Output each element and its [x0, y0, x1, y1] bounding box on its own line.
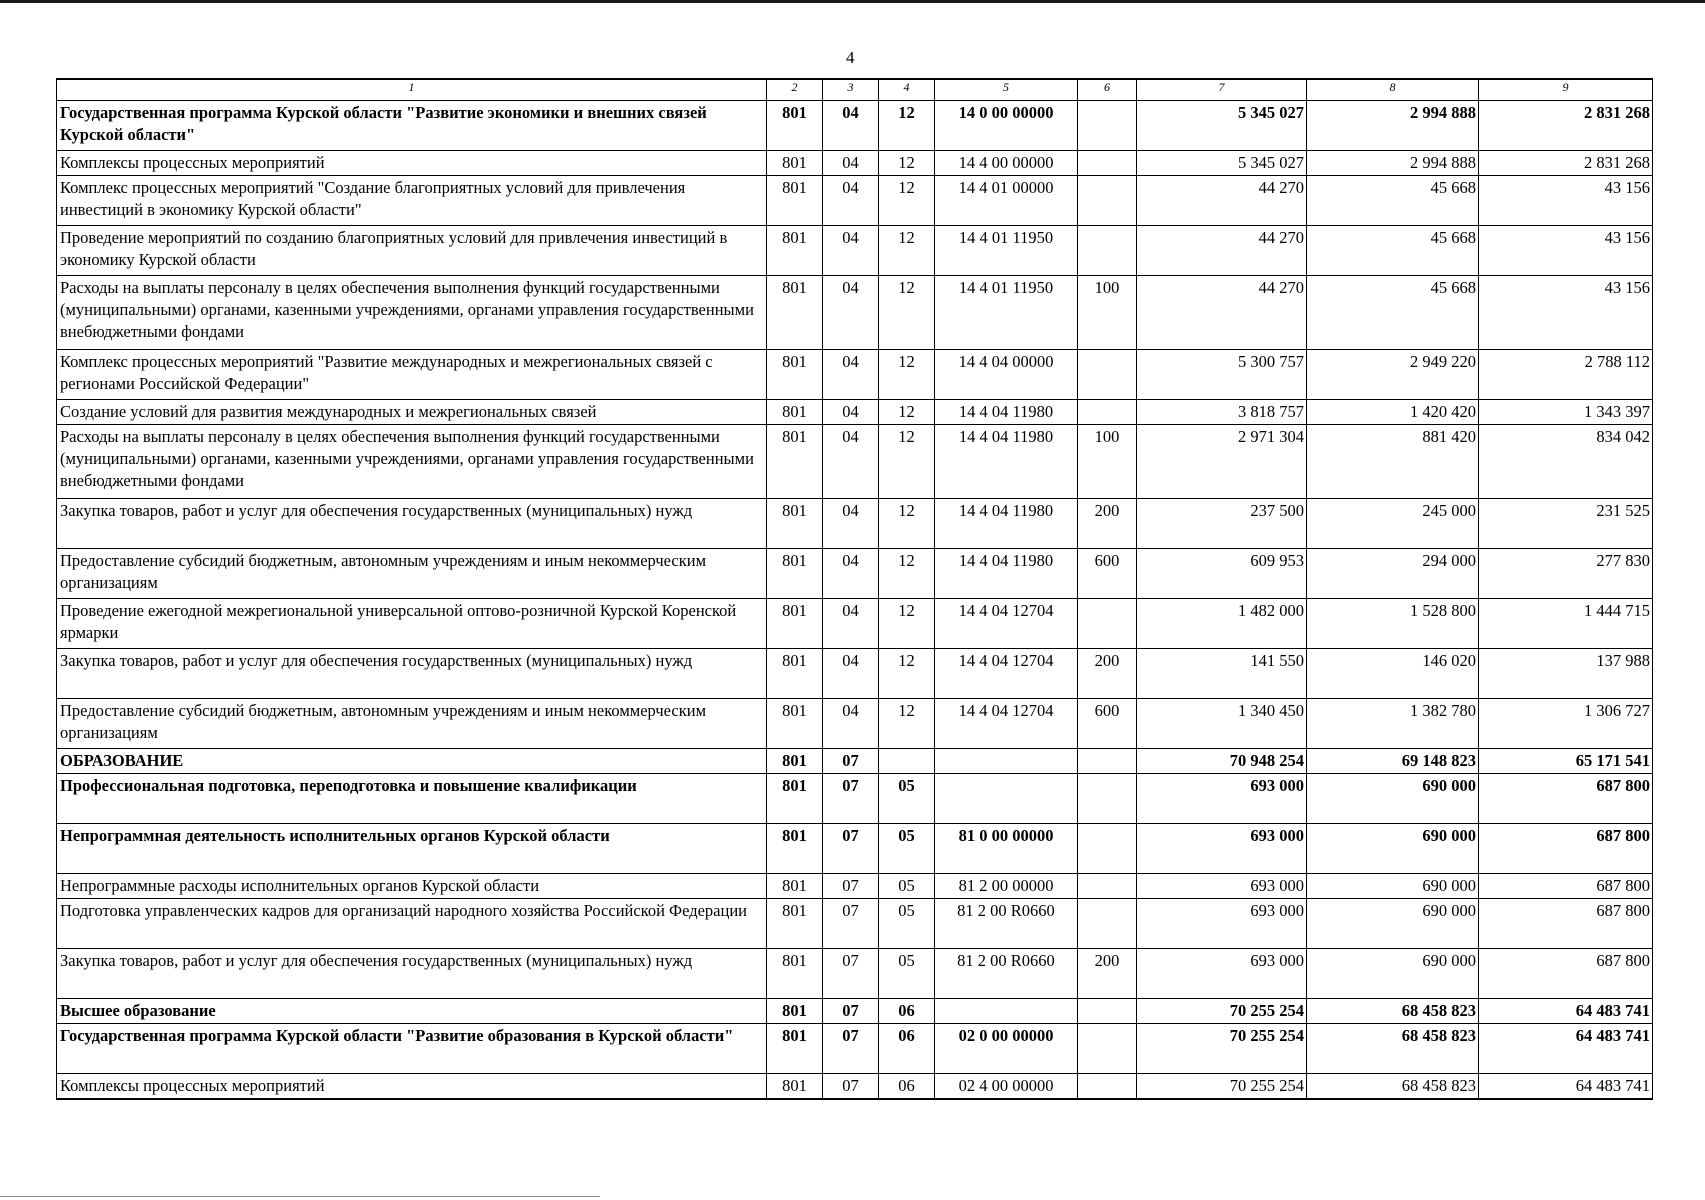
- code-gr-cell: 801: [767, 749, 823, 774]
- code-vr-cell: 100: [1078, 425, 1137, 499]
- amount-col7-cell: 5 345 027: [1137, 101, 1307, 151]
- amount-col9-cell: 65 171 541: [1479, 749, 1653, 774]
- column-number: 9: [1479, 79, 1653, 101]
- amount-col8-cell: 690 000: [1307, 874, 1479, 899]
- code-pr-cell: 12: [879, 400, 935, 425]
- amount-col8-cell: 2 994 888: [1307, 151, 1479, 176]
- code-pr-cell: 05: [879, 824, 935, 874]
- code-rz-cell: 04: [823, 226, 879, 276]
- amount-col7-cell: 3 818 757: [1137, 400, 1307, 425]
- amount-col8-cell: 1 528 800: [1307, 599, 1479, 649]
- amount-col7-cell: 141 550: [1137, 649, 1307, 699]
- code-vr-cell: 600: [1078, 549, 1137, 599]
- code-vr-cell: [1078, 599, 1137, 649]
- amount-col9-cell: 1 343 397: [1479, 400, 1653, 425]
- row-name-cell: Комплекс процессных мероприятий "Развитие международных и межрегиональных связей с регионами Российской Федерации": [57, 350, 767, 400]
- code-csr-cell: [935, 749, 1078, 774]
- column-number-row: [57, 79, 1653, 101]
- code-csr-cell: 02 0 00 00000: [935, 1024, 1078, 1074]
- row-name-cell: Предоставление субсидий бюджетным, автономным учреждениям и иным некоммерческим организациям: [57, 699, 767, 749]
- table-row: [57, 649, 1653, 699]
- code-gr-cell: 801: [767, 1074, 823, 1099]
- code-pr-cell: 05: [879, 949, 935, 999]
- code-pr-cell: 12: [879, 499, 935, 549]
- code-csr-cell: 14 4 04 11980: [935, 499, 1078, 549]
- amount-col7-cell: 2 971 304: [1137, 425, 1307, 499]
- row-name-cell: Создание условий для развития международных и межрегиональных связей: [57, 400, 767, 425]
- row-name-cell: Проведение мероприятий по созданию благоприятных условий для привлечения инвестиций в экономику Курской области: [57, 226, 767, 276]
- amount-col7-cell: 693 000: [1137, 899, 1307, 949]
- code-csr-cell: 14 4 04 11980: [935, 400, 1078, 425]
- code-rz-cell: 07: [823, 774, 879, 824]
- table-row: [57, 499, 1653, 549]
- code-vr-cell: [1078, 874, 1137, 899]
- code-vr-cell: [1078, 774, 1137, 824]
- code-vr-cell: [1078, 101, 1137, 151]
- code-rz-cell: 07: [823, 949, 879, 999]
- table-row: [57, 276, 1653, 350]
- code-rz-cell: 04: [823, 599, 879, 649]
- code-csr-cell: [935, 774, 1078, 824]
- code-rz-cell: 04: [823, 499, 879, 549]
- amount-col8-cell: 1 420 420: [1307, 400, 1479, 425]
- amount-col8-cell: 45 668: [1307, 276, 1479, 350]
- amount-col9-cell: 1 306 727: [1479, 699, 1653, 749]
- amount-col7-cell: 5 345 027: [1137, 151, 1307, 176]
- code-gr-cell: 801: [767, 350, 823, 400]
- code-rz-cell: 07: [823, 999, 879, 1024]
- amount-col9-cell: 1 444 715: [1479, 599, 1653, 649]
- budget-table: [56, 78, 1653, 1100]
- table-row: [57, 599, 1653, 649]
- table-row: [57, 999, 1653, 1024]
- code-rz-cell: 04: [823, 699, 879, 749]
- scan-top-edge: [0, 0, 1705, 3]
- amount-col7-cell: 1 482 000: [1137, 599, 1307, 649]
- amount-col7-cell: 70 255 254: [1137, 1074, 1307, 1099]
- scan-bottom-edge: [0, 1196, 600, 1197]
- amount-col9-cell: 64 483 741: [1479, 1074, 1653, 1099]
- row-name-cell: Государственная программа Курской области "Развитие экономики и внешних связей Курской области": [57, 101, 767, 151]
- row-name-cell: Комплексы процессных мероприятий: [57, 1074, 767, 1099]
- code-gr-cell: 801: [767, 549, 823, 599]
- page-number: 4: [846, 48, 855, 67]
- table-row: [57, 176, 1653, 226]
- code-vr-cell: 100: [1078, 276, 1137, 350]
- code-csr-cell: [935, 999, 1078, 1024]
- code-pr-cell: 06: [879, 1074, 935, 1099]
- column-number: 7: [1137, 79, 1307, 101]
- amount-col8-cell: 690 000: [1307, 824, 1479, 874]
- code-csr-cell: 81 0 00 00000: [935, 824, 1078, 874]
- code-gr-cell: 801: [767, 649, 823, 699]
- row-name-cell: Подготовка управленческих кадров для организаций народного хозяйства Российской Федерации: [57, 899, 767, 949]
- amount-col8-cell: 690 000: [1307, 774, 1479, 824]
- column-number: 8: [1307, 79, 1479, 101]
- code-vr-cell: 200: [1078, 649, 1137, 699]
- code-csr-cell: 14 4 01 11950: [935, 276, 1078, 350]
- row-name-cell: Проведение ежегодной межрегиональной универсальной оптово-розничной Курской Коренской ярмарки: [57, 599, 767, 649]
- code-vr-cell: [1078, 1074, 1137, 1099]
- amount-col9-cell: 834 042: [1479, 425, 1653, 499]
- amount-col8-cell: 245 000: [1307, 499, 1479, 549]
- code-pr-cell: [879, 749, 935, 774]
- code-csr-cell: 14 4 04 12704: [935, 699, 1078, 749]
- table-row: [57, 400, 1653, 425]
- amount-col8-cell: 690 000: [1307, 899, 1479, 949]
- row-name-cell: Закупка товаров, работ и услуг для обеспечения государственных (муниципальных) нужд: [57, 649, 767, 699]
- amount-col9-cell: 2 788 112: [1479, 350, 1653, 400]
- column-number: 5: [935, 79, 1078, 101]
- column-number: 2: [767, 79, 823, 101]
- code-gr-cell: 801: [767, 949, 823, 999]
- code-rz-cell: 07: [823, 899, 879, 949]
- code-pr-cell: 12: [879, 151, 935, 176]
- row-name-cell: Непрограммные расходы исполнительных органов Курской области: [57, 874, 767, 899]
- code-vr-cell: [1078, 899, 1137, 949]
- code-pr-cell: 06: [879, 999, 935, 1024]
- row-name-cell: Государственная программа Курской области "Развитие образования в Курской области": [57, 1024, 767, 1074]
- amount-col8-cell: 294 000: [1307, 549, 1479, 599]
- amount-col9-cell: 231 525: [1479, 499, 1653, 549]
- amount-col9-cell: 43 156: [1479, 276, 1653, 350]
- amount-col8-cell: 881 420: [1307, 425, 1479, 499]
- code-pr-cell: 12: [879, 549, 935, 599]
- code-rz-cell: 07: [823, 1024, 879, 1074]
- amount-col7-cell: 1 340 450: [1137, 699, 1307, 749]
- column-number: 4: [879, 79, 935, 101]
- column-number: 6: [1078, 79, 1137, 101]
- code-gr-cell: 801: [767, 599, 823, 649]
- code-pr-cell: 12: [879, 101, 935, 151]
- code-vr-cell: [1078, 151, 1137, 176]
- code-vr-cell: [1078, 350, 1137, 400]
- amount-col9-cell: 64 483 741: [1479, 999, 1653, 1024]
- code-vr-cell: [1078, 749, 1137, 774]
- code-pr-cell: 05: [879, 899, 935, 949]
- code-csr-cell: 81 2 00 R0660: [935, 899, 1078, 949]
- code-rz-cell: 07: [823, 824, 879, 874]
- column-number: 3: [823, 79, 879, 101]
- code-gr-cell: 801: [767, 400, 823, 425]
- amount-col9-cell: 687 800: [1479, 899, 1653, 949]
- row-name-cell: Расходы на выплаты персоналу в целях обеспечения выполнения функций государственными (муниципальными) органами, казенными учреждениями, органами управления государственными внебюджетными фондами: [57, 425, 767, 499]
- row-name-cell: Высшее образование: [57, 999, 767, 1024]
- code-vr-cell: [1078, 176, 1137, 226]
- amount-col9-cell: 43 156: [1479, 176, 1653, 226]
- row-name-cell: Комплекс процессных мероприятий "Создание благоприятных условий для привлечения инвестиций в экономику Курской области": [57, 176, 767, 226]
- code-pr-cell: 12: [879, 599, 935, 649]
- code-pr-cell: 12: [879, 176, 935, 226]
- amount-col8-cell: 68 458 823: [1307, 999, 1479, 1024]
- amount-col9-cell: 137 988: [1479, 649, 1653, 699]
- code-csr-cell: 14 4 04 11980: [935, 549, 1078, 599]
- code-vr-cell: 600: [1078, 699, 1137, 749]
- amount-col8-cell: 45 668: [1307, 226, 1479, 276]
- code-gr-cell: 801: [767, 226, 823, 276]
- table-row: [57, 549, 1653, 599]
- code-pr-cell: 12: [879, 276, 935, 350]
- table-row: [57, 350, 1653, 400]
- row-name-cell: Непрограммная деятельность исполнительных органов Курской области: [57, 824, 767, 874]
- table-row: [57, 749, 1653, 774]
- row-name-cell: Предоставление субсидий бюджетным, автономным учреждениям и иным некоммерческим организациям: [57, 549, 767, 599]
- amount-col7-cell: 693 000: [1137, 774, 1307, 824]
- amount-col7-cell: 44 270: [1137, 276, 1307, 350]
- code-rz-cell: 07: [823, 749, 879, 774]
- code-csr-cell: 14 0 00 00000: [935, 101, 1078, 151]
- code-csr-cell: 14 4 04 11980: [935, 425, 1078, 499]
- code-csr-cell: 81 2 00 00000: [935, 874, 1078, 899]
- code-rz-cell: 04: [823, 649, 879, 699]
- code-pr-cell: 12: [879, 649, 935, 699]
- code-csr-cell: 81 2 00 R0660: [935, 949, 1078, 999]
- amount-col7-cell: 44 270: [1137, 176, 1307, 226]
- amount-col9-cell: 2 831 268: [1479, 151, 1653, 176]
- code-pr-cell: 12: [879, 699, 935, 749]
- code-pr-cell: 12: [879, 226, 935, 276]
- code-rz-cell: 04: [823, 350, 879, 400]
- amount-col9-cell: 277 830: [1479, 549, 1653, 599]
- code-rz-cell: 04: [823, 425, 879, 499]
- code-pr-cell: 05: [879, 874, 935, 899]
- code-gr-cell: 801: [767, 774, 823, 824]
- code-vr-cell: [1078, 400, 1137, 425]
- row-name-cell: Комплексы процессных мероприятий: [57, 151, 767, 176]
- amount-col7-cell: 693 000: [1137, 824, 1307, 874]
- code-csr-cell: 14 4 04 12704: [935, 599, 1078, 649]
- code-csr-cell: 14 4 00 00000: [935, 151, 1078, 176]
- row-name-cell: Расходы на выплаты персоналу в целях обеспечения выполнения функций государственными (муниципальными) органами, казенными учреждениями, органами управления государственными внебюджетными фондами: [57, 276, 767, 350]
- code-vr-cell: [1078, 999, 1137, 1024]
- amount-col9-cell: 64 483 741: [1479, 1024, 1653, 1074]
- code-rz-cell: 07: [823, 1074, 879, 1099]
- code-rz-cell: 04: [823, 101, 879, 151]
- amount-col9-cell: 687 800: [1479, 774, 1653, 824]
- code-gr-cell: 801: [767, 899, 823, 949]
- amount-col7-cell: 693 000: [1137, 949, 1307, 999]
- amount-col9-cell: 687 800: [1479, 824, 1653, 874]
- code-gr-cell: 801: [767, 276, 823, 350]
- amount-col7-cell: 44 270: [1137, 226, 1307, 276]
- table-row: [57, 899, 1653, 949]
- table-row: [57, 824, 1653, 874]
- amount-col8-cell: 690 000: [1307, 949, 1479, 999]
- row-name-cell: Закупка товаров, работ и услуг для обеспечения государственных (муниципальных) нужд: [57, 499, 767, 549]
- amount-col8-cell: 68 458 823: [1307, 1074, 1479, 1099]
- code-vr-cell: [1078, 824, 1137, 874]
- code-csr-cell: 14 4 04 12704: [935, 649, 1078, 699]
- table-row: [57, 874, 1653, 899]
- amount-col8-cell: 68 458 823: [1307, 1024, 1479, 1074]
- table-row: [57, 1024, 1653, 1074]
- amount-col8-cell: 69 148 823: [1307, 749, 1479, 774]
- code-rz-cell: 04: [823, 276, 879, 350]
- code-gr-cell: 801: [767, 824, 823, 874]
- code-pr-cell: 05: [879, 774, 935, 824]
- table-row: [57, 151, 1653, 176]
- table-row: [57, 699, 1653, 749]
- amount-col7-cell: 70 255 254: [1137, 1024, 1307, 1074]
- code-csr-cell: 14 4 01 00000: [935, 176, 1078, 226]
- code-rz-cell: 04: [823, 549, 879, 599]
- table-row: [57, 1074, 1653, 1099]
- code-gr-cell: 801: [767, 176, 823, 226]
- amount-col8-cell: 2 994 888: [1307, 101, 1479, 151]
- row-name-cell: Профессиональная подготовка, переподготовка и повышение квалификации: [57, 774, 767, 824]
- table-row: [57, 226, 1653, 276]
- code-vr-cell: [1078, 1024, 1137, 1074]
- code-gr-cell: 801: [767, 874, 823, 899]
- amount-col7-cell: 5 300 757: [1137, 350, 1307, 400]
- amount-col8-cell: 2 949 220: [1307, 350, 1479, 400]
- amount-col7-cell: 237 500: [1137, 499, 1307, 549]
- code-csr-cell: 14 4 01 11950: [935, 226, 1078, 276]
- code-gr-cell: 801: [767, 1024, 823, 1074]
- amount-col8-cell: 1 382 780: [1307, 699, 1479, 749]
- code-vr-cell: [1078, 226, 1137, 276]
- amount-col7-cell: 609 953: [1137, 549, 1307, 599]
- amount-col7-cell: 693 000: [1137, 874, 1307, 899]
- amount-col7-cell: 70 948 254: [1137, 749, 1307, 774]
- row-name-cell: Закупка товаров, работ и услуг для обеспечения государственных (муниципальных) нужд: [57, 949, 767, 999]
- code-gr-cell: 801: [767, 499, 823, 549]
- code-gr-cell: 801: [767, 999, 823, 1024]
- code-pr-cell: 12: [879, 425, 935, 499]
- code-rz-cell: 07: [823, 874, 879, 899]
- table-row: [57, 101, 1653, 151]
- code-gr-cell: 801: [767, 425, 823, 499]
- amount-col9-cell: 687 800: [1479, 874, 1653, 899]
- code-gr-cell: 801: [767, 101, 823, 151]
- table-row: [57, 425, 1653, 499]
- column-number: 1: [57, 79, 767, 101]
- code-gr-cell: 801: [767, 699, 823, 749]
- amount-col8-cell: 45 668: [1307, 176, 1479, 226]
- code-csr-cell: 02 4 00 00000: [935, 1074, 1078, 1099]
- table-row: [57, 949, 1653, 999]
- amount-col9-cell: 43 156: [1479, 226, 1653, 276]
- amount-col7-cell: 70 255 254: [1137, 999, 1307, 1024]
- code-vr-cell: 200: [1078, 499, 1137, 549]
- row-name-cell: ОБРАЗОВАНИЕ: [57, 749, 767, 774]
- amount-col8-cell: 146 020: [1307, 649, 1479, 699]
- code-vr-cell: 200: [1078, 949, 1137, 999]
- code-csr-cell: 14 4 04 00000: [935, 350, 1078, 400]
- table-row: [57, 774, 1653, 824]
- code-rz-cell: 04: [823, 151, 879, 176]
- code-gr-cell: 801: [767, 151, 823, 176]
- code-rz-cell: 04: [823, 176, 879, 226]
- code-rz-cell: 04: [823, 400, 879, 425]
- code-pr-cell: 06: [879, 1024, 935, 1074]
- amount-col9-cell: 687 800: [1479, 949, 1653, 999]
- amount-col9-cell: 2 831 268: [1479, 101, 1653, 151]
- code-pr-cell: 12: [879, 350, 935, 400]
